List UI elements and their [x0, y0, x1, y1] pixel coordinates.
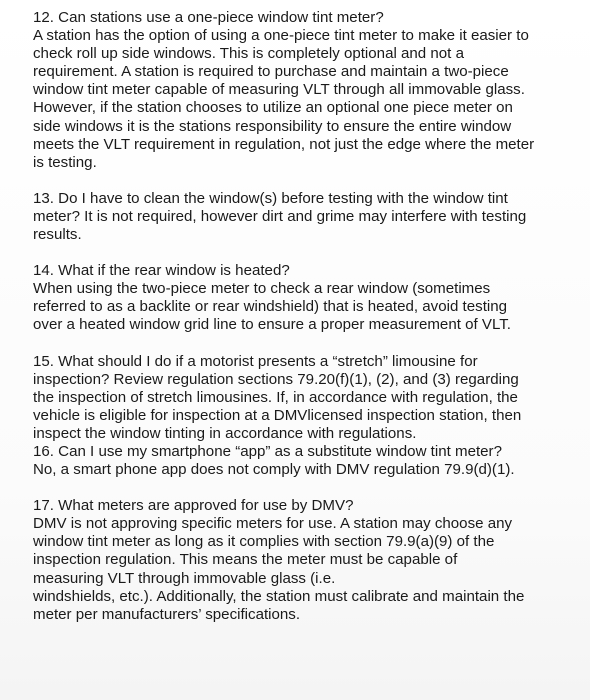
- faq-item-13: [33, 190, 573, 244]
- answer-line: windshields, etc.). Additionally, the station must calibrate and maintain the: [33, 587, 525, 605]
- answer-line: side windows it is the stations responsibility to ensure the entire window: [33, 117, 512, 135]
- answer-line: results.: [33, 226, 82, 244]
- answer-line: No, a smart phone app does not comply with DMV regulation 79.9(d)(1).: [33, 461, 515, 479]
- answer-line: measuring VLT through immovable glass (i.e.: [33, 569, 336, 587]
- answer-line: inspection regulation. This means the meter must be capable of: [33, 551, 458, 569]
- answer-line: meter per manufacturers’ specifications.: [33, 605, 301, 623]
- faq-item-15: [33, 353, 573, 443]
- faq-item-17: [33, 497, 573, 624]
- question-13: 13. Do I have to clean the window(s) before testing with the window tint: [33, 189, 508, 207]
- answer-line: vehicle is eligible for inspection at a DMVlicensed inspection station, then: [33, 406, 522, 424]
- answer-line: check roll up side windows. This is completely optional and not a: [33, 45, 464, 63]
- answer-line: meter? It is not required, however dirt and grime may interfere with testing: [33, 207, 527, 225]
- answer-line: the inspection of stretch limousines. If, in accordance with regulation, the: [33, 388, 518, 406]
- answer-line: window tint meter as long as it complies with section 79.9(a)(9) of the: [33, 533, 495, 551]
- question-14: 14. What if the rear window is heated?: [33, 262, 290, 280]
- answer-line: is testing.: [33, 153, 97, 171]
- answer-line: However, if the station chooses to utilize an optional one piece meter on: [33, 99, 513, 117]
- answer-line: inspection? Review regulation sections 79.20(f)(1), (2), and (3) regarding: [33, 370, 519, 388]
- faq-item-16: [33, 443, 573, 479]
- question-12: 12. Can stations use a one-piece window tint meter?: [33, 9, 384, 26]
- answer-line: inspect the window tinting in accordance with regulations.: [33, 424, 417, 442]
- answer-line: window tint meter capable of measuring VLT through all immovable glass.: [33, 81, 525, 99]
- answer-line: meets the VLT requirement in regulation, not just the edge where the meter: [33, 135, 535, 153]
- question-17: 17. What meters are approved for use by DMV?: [33, 497, 354, 515]
- question-16: 16. Can I use my smartphone “app” as a substitute window tint meter?: [33, 442, 502, 460]
- answer-line: DMV is not approving specific meters for use. A station may choose any: [33, 515, 513, 533]
- question-15: 15. What should I do if a motorist presents a “stretch” limousine for: [33, 352, 478, 370]
- answer-line: When using the two-piece meter to check a rear window (sometimes: [33, 280, 491, 298]
- answer-line: A station has the option of using a one-piece tint meter to make it easier to: [33, 27, 529, 45]
- faq-item-14: [33, 262, 573, 334]
- faq-item-12: [33, 9, 573, 172]
- answer-line: referred to as a backlite or rear windshield) that is heated, avoid testing: [33, 298, 508, 316]
- faq-text: [33, 9, 573, 642]
- answer-line: requirement. A station is required to purchase and maintain a two-piece: [33, 63, 509, 81]
- answer-line: over a heated window grid line to ensure a proper measurement of VLT.: [33, 316, 511, 334]
